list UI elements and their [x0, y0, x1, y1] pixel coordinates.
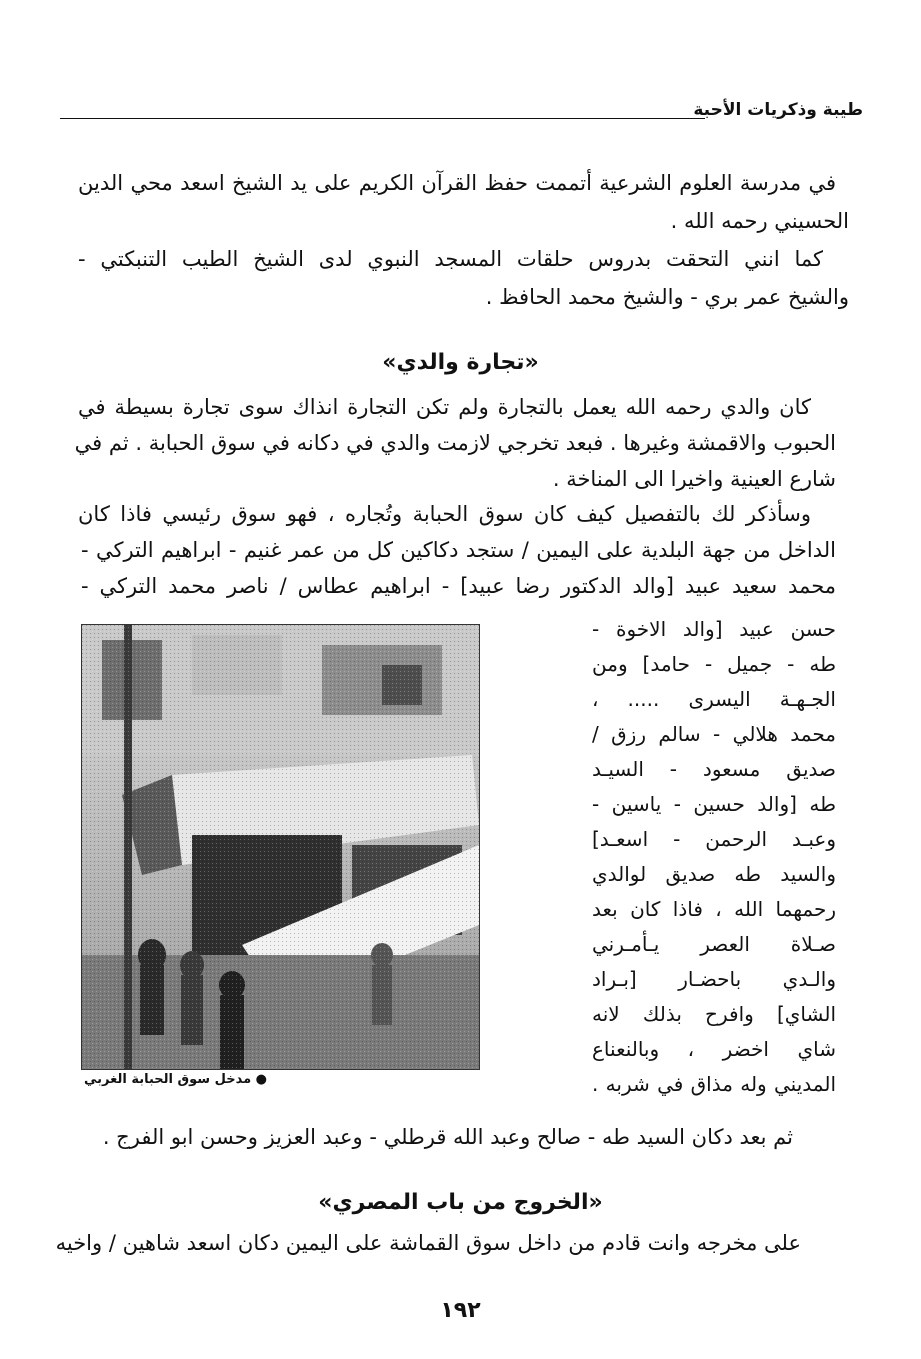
column-line-11: والـدي باحضـار [بـراد: [592, 967, 836, 991]
intro-line-1: في مدرسة العلوم الشرعية أتممت حفظ القرآن الكريم على يد الشيخ اسعد محي الدين: [78, 171, 836, 195]
header-rule: [60, 118, 705, 119]
section2-line-1: على مخرجه وانت قادم من داخل سوق القماشة على اليمين دكان اسعد شاهين / واخيه: [55, 1231, 801, 1255]
page-number: ١٩٢: [440, 1298, 481, 1323]
intro-line-2: الحسيني رحمه الله .: [670, 209, 849, 233]
market-photo: [81, 624, 480, 1070]
intro-line-3: كما انني التحقت بدروس حلقات المسجد النبوي لدى الشيخ الطيب التنبكتي -: [78, 247, 823, 271]
body-line-4: وسأذكر لك بالتفصيل كيف كان سوق الحبابة وتُجاره ، فهو سوق رئيسي فاذا كان: [78, 502, 811, 526]
column-line-2: طه - جميل - حامد] ومن: [592, 652, 836, 676]
column-line-14: المديني وله مذاق في شربه .: [592, 1072, 836, 1096]
column-line-6: طه [والد حسين - ياسين -: [592, 792, 836, 816]
column-line-3: الجـهـة اليسرى ..... ،: [592, 687, 836, 711]
body-line-5: الداخل من جهة البلدية على اليمين / ستجد دكاكين كل من عمر غنيم - ابراهيم التركي -: [81, 538, 836, 562]
body-line-6: محمد سعيد عبيد [والد الدكتور رضا عبيد] - ابراهيم عطاس / ناصر محمد التركي -: [81, 574, 836, 598]
intro-line-4: والشيخ عمر بري - والشيخ محمد الحافظ .: [485, 285, 849, 309]
column-line-10: صـلاة العصر يـأمـرني: [592, 932, 836, 956]
column-line-12: الشاي] وافرح بذلك لانه: [592, 1002, 836, 1026]
column-line-8: والسيد طه صديق لوالدي: [592, 862, 836, 886]
photo-caption: ● مدخل سوق الحبابة الغربي: [84, 1072, 267, 1087]
section-heading-exit: «الخروج من باب المصري»: [318, 1190, 603, 1215]
column-line-9: رحمهما الله ، فاذا كان بعد: [592, 897, 836, 921]
body-line-1: كان والدي رحمه الله يعمل بالتجارة ولم تكن التجارة انذاك سوى تجارة بسيطة في: [78, 395, 811, 419]
market-photo-image: [82, 625, 479, 1069]
column-line-13: شاي اخضر ، وبالنعناع: [592, 1037, 836, 1061]
column-line-5: صديق مسعود - السيـد: [592, 757, 836, 781]
section-heading-trade: «تجارة والدي»: [382, 350, 539, 375]
running-header: [60, 96, 863, 126]
body-line-2: الحبوب والاقمشة وغيرها . فبعد تخرجي لازمت والدي في دكانه في سوق الحبابة . ثم في: [74, 431, 836, 455]
column-line-4: محمد هلالي - سالم رزق /: [592, 722, 836, 746]
column-line-7: وعبـد الرحمن - اسعـد]: [592, 827, 836, 851]
body-line-last: ثم بعد دكان السيد طه - صالح وعبد الله قرطلي - وعبد العزيز وحسن ابو الفرج .: [102, 1125, 793, 1149]
column-line-1: حسن عبيد [والد الاخوة -: [592, 617, 836, 641]
header-title: طيبة وذكريات الأحبة: [693, 100, 863, 120]
body-line-3: شارع العينية واخيرا الى المناخة .: [552, 467, 836, 491]
